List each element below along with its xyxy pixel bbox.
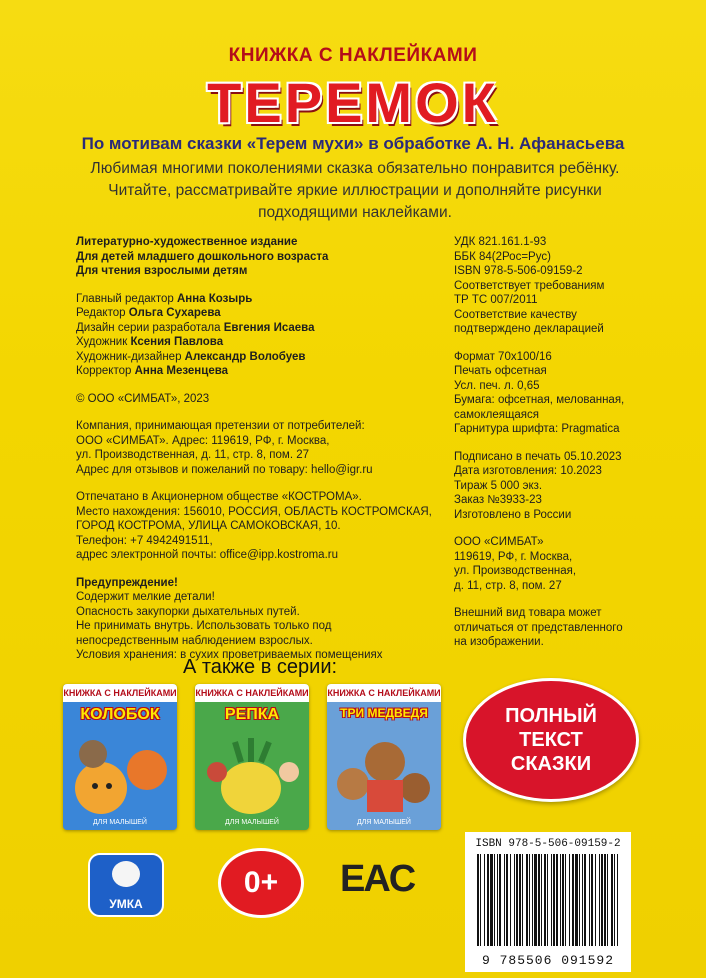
classification-codes [454, 235, 674, 337]
code-line: подтверждено декларацией [454, 323, 604, 335]
age-rating-badge: 0+ [218, 848, 304, 918]
publisher-line: 119619, РФ, г. Москва, [454, 550, 573, 563]
edition-line: Для чтения взрослыми детям [76, 265, 248, 277]
printer-line: адрес электронной почты: office@ipp.kostroma.ru [76, 549, 338, 561]
appearance-note [454, 606, 674, 650]
cover-footer: ДЛЯ МАЛЫШЕЙ [357, 819, 411, 826]
print-line: Заказ №3933-23 [454, 494, 542, 506]
book-description: Любимая многими поколениями сказка обязательно понравится ребёнку. Читайте, рассматривайте яркие иллюстрации и дополняйте рисунки подходящими наклейками. [90, 160, 620, 221]
credit-role: Редактор [76, 307, 126, 319]
cover-footer: ДЛЯ МАЛЫШЕЙ [93, 819, 147, 826]
printer-line: ГОРОД КОСТРОМА, УЛИЦА САМОКОВСКАЯ, 10. [76, 520, 341, 532]
credit-role: Главный редактор [76, 292, 174, 305]
warning-block [76, 576, 436, 663]
warning-title: Предупреждение! [76, 576, 178, 589]
warning-line: Не принимать внутрь. Использовать только под [76, 620, 332, 632]
code-line: ISBN 978-5-506-09159-2 [454, 265, 583, 277]
code-line: ТР ТС 007/2011 [454, 294, 538, 306]
credit-role: Художник [76, 336, 128, 348]
print-line: Дата изготовления: 10.2023 [454, 465, 602, 477]
print-line: Подписано в печать 05.10.2023 [454, 450, 622, 463]
company-line: ООО «СИМБАТ». Адрес: 119619, РФ, г. Москва, [76, 434, 330, 447]
cover-three-bears [327, 684, 441, 830]
code-line: Соответствует требованиям [454, 279, 605, 292]
umka-logo [88, 853, 164, 917]
barcode-digits: 9 785506 091592 [481, 953, 615, 968]
book-title: ТЕРЕМОК [207, 71, 499, 134]
cover-title: РЕПКА [224, 706, 280, 723]
credit-name: Евгения Исаева [223, 321, 315, 334]
credit-line [76, 364, 436, 379]
credit-line [76, 350, 436, 365]
publisher-line: ул. Производственная, [454, 565, 577, 577]
also-in-series-label: А также в серии: [182, 656, 338, 678]
format-line: Гарнитура шрифта: Pragmatica [454, 423, 620, 435]
printer-line: Телефон: +7 4942491511, [76, 534, 213, 547]
note-line: Внешний вид товара может [454, 607, 602, 619]
code-line: ББК 84(2Рос=Рус) [454, 250, 551, 263]
credit-role: Художник-дизайнер [76, 350, 182, 363]
series-label: КНИЖКА С НАКЛЕЙКАМИ [228, 45, 478, 66]
format-line: самоклеящаяся [454, 408, 540, 421]
credits [76, 292, 436, 379]
edition-line: Для детей младшего дошкольного возраста [76, 250, 329, 263]
format-info [454, 350, 674, 437]
company-info [76, 419, 436, 477]
print-line: Тираж 5 000 экз. [454, 479, 543, 492]
bears-illustration-icon [327, 732, 441, 816]
barcode-icon [477, 854, 619, 946]
turnip-illustration-icon [195, 732, 309, 816]
cover-kolobok [63, 684, 177, 830]
format-line: Бумага: офсетная, мелованная, [454, 394, 625, 406]
company-line: Адрес для отзывов и пожеланий по товару: hello@igr.ru [76, 463, 373, 476]
print-line: Изготовлено в России [454, 508, 572, 521]
print-info [454, 450, 674, 523]
code-line: УДК 821.161.1-93 [454, 236, 547, 248]
credit-line [76, 292, 436, 307]
credit-role: Корректор [76, 365, 132, 377]
note-line: на изображении. [454, 636, 544, 648]
warning-line: непосредственным наблюдением взрослых. [76, 634, 313, 647]
kolobok-illustration-icon [63, 732, 177, 816]
publisher-line: ООО «СИМБАТ» [454, 536, 544, 548]
edition-info [76, 235, 436, 279]
credit-name: Анна Козырь [176, 292, 253, 305]
book-subtitle: По мотивам сказки «Терем мухи» в обработке А. Н. Афанасьева [81, 134, 625, 153]
format-line: Усл. печ. л. 0,65 [454, 379, 540, 392]
eac-mark: EAC [340, 858, 415, 900]
cover-repka [195, 684, 309, 830]
credit-name: Анна Мезенцева [134, 365, 229, 377]
imprint-left-column [76, 235, 436, 663]
warning-line: Содержит мелкие детали! [76, 591, 215, 603]
credit-name: Александр Волобуев [184, 350, 306, 363]
publisher-line: д. 11, стр. 8, пом. 27 [454, 579, 562, 592]
warning-line: Опасность закупорки дыхательных путей. [76, 605, 300, 618]
copyright: © ООО «СИМБАТ», 2023 [76, 392, 210, 405]
credit-role: Дизайн серии разработала [76, 321, 221, 334]
isbn-label: ISBN 978-5-506-09159-2 [475, 838, 621, 850]
bear-icon [112, 861, 140, 887]
cover-title: ТРИ МЕДВЕДЯ [340, 706, 428, 720]
printer-line: Место нахождения: 156010, РОССИЯ, ОБЛАСТЬ КОСТРОМСКАЯ, [76, 505, 432, 518]
warning-line: Условия хранения: в сухих проветриваемых помещениях [76, 649, 383, 661]
cover-series-label: КНИЖКА С НАКЛЕЙКАМИ [327, 684, 441, 702]
umka-logo-text: УМКА [109, 897, 143, 911]
badge-text: ПОЛНЫЙ ТЕКСТ СКАЗКИ [505, 705, 597, 775]
publisher-info [454, 535, 674, 593]
imprint-right-column [454, 235, 674, 650]
edition-line: Литературно-художественное издание [76, 236, 298, 248]
company-line: Компания, принимающая претензии от потребителей: [76, 420, 365, 432]
cover-series-label: КНИЖКА С НАКЛЕЙКАМИ [195, 684, 309, 702]
format-line: Формат 70x100/16 [454, 350, 552, 363]
note-line: отличаться от представленного [454, 621, 623, 634]
credit-name: Ольга Сухарева [128, 307, 221, 319]
full-text-badge [463, 678, 639, 802]
credit-line [76, 321, 436, 336]
series-covers [63, 684, 441, 830]
printer-info [76, 490, 436, 563]
credit-name: Ксения Павлова [130, 336, 224, 348]
company-line: ул. Производственная, д. 11, стр. 8, пом. 27 [76, 449, 310, 461]
cover-title: КОЛОБОК [80, 706, 160, 723]
format-line: Печать офсетная [454, 365, 547, 377]
credit-line [76, 306, 436, 321]
cover-series-label: КНИЖКА С НАКЛЕЙКАМИ [63, 684, 177, 702]
code-line: Соответствие качеству [454, 308, 577, 321]
credit-line [76, 335, 436, 350]
printer-line: Отпечатано в Акционерном обществе «КОСТРОМА». [76, 491, 362, 503]
cover-footer: ДЛЯ МАЛЫШЕЙ [225, 819, 279, 826]
barcode-box [465, 832, 631, 972]
